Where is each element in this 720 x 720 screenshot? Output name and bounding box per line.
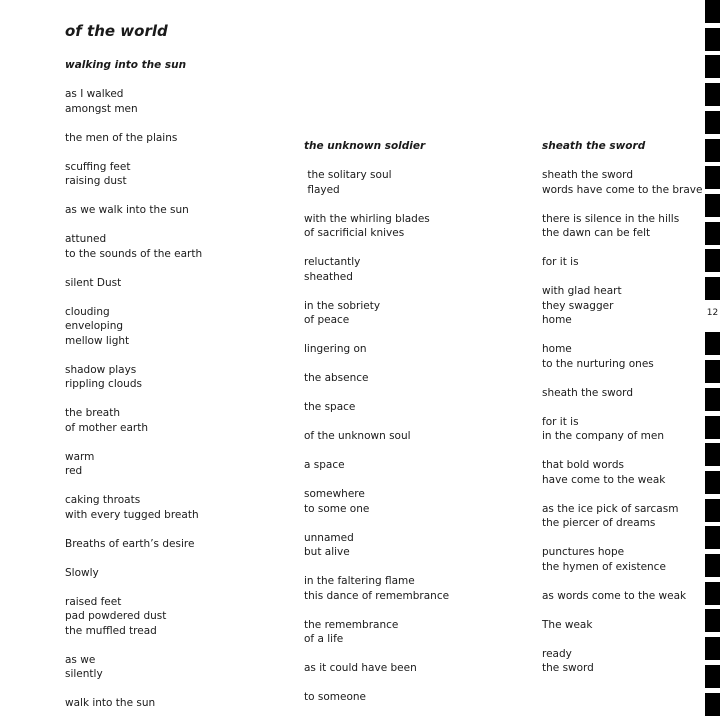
stanza-break <box>304 516 449 531</box>
edge-tab <box>705 693 720 716</box>
poem-line: with the whirling blades <box>304 212 430 225</box>
poem-line: with every tugged breath <box>65 508 199 521</box>
edge-tab <box>705 637 720 660</box>
stanza-break <box>542 241 702 256</box>
poem-line: sheath the sword <box>542 386 633 399</box>
stanza-break <box>304 473 449 488</box>
stanza-break <box>542 574 702 589</box>
poem-line: silently <box>65 668 103 680</box>
page-number: 12 <box>706 308 719 318</box>
poem-line: this dance of remembrance <box>304 589 450 602</box>
book-title: of the world <box>65 22 168 40</box>
poem-line: shadow plays <box>65 363 137 376</box>
stanza-break <box>304 328 449 343</box>
stanza-break <box>304 603 449 618</box>
stanza-break <box>65 479 202 494</box>
poem-line: as it could have been <box>304 662 417 674</box>
poem-line: the sword <box>542 662 594 674</box>
poem-line: Slowly <box>65 566 99 579</box>
poem-line: home <box>542 314 572 326</box>
poem-line: mellow light <box>65 334 130 347</box>
poem-line: there is silence in the hills <box>542 212 680 225</box>
stanza-break <box>304 357 449 372</box>
stanza-break <box>65 116 202 131</box>
poem-line: pad powdered dust <box>65 610 167 622</box>
stanza-break <box>542 371 702 386</box>
stanza-break <box>304 560 449 575</box>
stanza-break <box>65 522 202 537</box>
poem-line: red <box>65 465 83 477</box>
poem-line: to the sounds of the earth <box>65 247 203 260</box>
poem-line: of a life <box>304 633 344 645</box>
edge-tab <box>705 471 720 494</box>
poem-line: the muffled tread <box>65 624 157 637</box>
poem-title: the unknown soldier <box>304 140 426 152</box>
edge-tab <box>705 55 720 78</box>
stanza-break <box>542 632 702 647</box>
poem-line: the men of the plains <box>65 131 178 144</box>
stanza-break <box>304 415 449 430</box>
poem-line: sheath the sword <box>542 169 633 181</box>
poem-line: amongst men <box>65 102 138 115</box>
poem-line: to some one <box>304 502 370 515</box>
stanza-break <box>304 284 449 299</box>
poem-body <box>542 168 702 676</box>
poem-line: for it is <box>542 415 579 428</box>
poem-line: The weak <box>542 618 593 631</box>
stanza-break <box>304 197 449 212</box>
poem-line: rippling clouds <box>65 378 142 390</box>
stanza-break <box>542 444 702 459</box>
poem-line: unnamed <box>304 531 354 544</box>
stanza-break <box>65 638 202 653</box>
poem-line: home <box>542 343 572 355</box>
edge-tab <box>705 499 720 522</box>
edge-tab <box>705 277 720 300</box>
edge-tab <box>705 388 720 411</box>
poem-line: with glad heart <box>542 285 622 297</box>
poem-line: words have come to the brave <box>542 183 703 196</box>
poem-line: in the faltering flame <box>304 575 415 587</box>
poem-line: silent Dust <box>65 276 122 289</box>
stanza-break <box>65 435 202 450</box>
poem-line: the piercer of dreams <box>542 517 656 529</box>
stanza-break <box>304 647 449 662</box>
poem-line: punctures hope <box>542 546 625 558</box>
poem-line: walk into the sun <box>65 697 156 709</box>
poem-line: sheathed <box>304 270 353 283</box>
edge-tab <box>705 222 720 245</box>
poem-line: they swagger <box>542 299 614 312</box>
poem-line: as we walk into the sun <box>65 204 189 216</box>
poem-line: reluctantly <box>304 256 361 268</box>
poem-line: warm <box>65 450 95 463</box>
poem-line: the breath <box>65 407 120 419</box>
poem-line: have come to the weak <box>542 473 666 486</box>
stanza-break <box>542 197 702 212</box>
poem-line: as the ice pick of sarcasm <box>542 502 679 515</box>
stanza-break <box>65 682 202 697</box>
poem-line: the absence <box>304 372 369 384</box>
edge-tab <box>705 83 720 106</box>
edge-tab <box>705 416 720 439</box>
poem-line: a space <box>304 459 345 471</box>
edge-tab <box>705 194 720 217</box>
stanza-break <box>304 386 449 401</box>
poem-line: ready <box>542 647 572 660</box>
poem-line: the remembrance <box>304 618 399 631</box>
edge-tab <box>705 360 720 383</box>
stanza-break <box>304 444 449 459</box>
poem-line: in the sobriety <box>304 299 381 312</box>
poem-line: of sacrificial knives <box>304 227 405 239</box>
poem-line: attuned <box>65 233 107 245</box>
edge-tab <box>705 443 720 466</box>
poem-line: to someone <box>304 691 367 703</box>
stanza-break <box>65 392 202 407</box>
stanza-break <box>65 261 202 276</box>
poem-line: to the nurturing ones <box>542 357 654 370</box>
poem-line: as we <box>65 653 96 666</box>
edge-tab <box>705 166 720 189</box>
page-edge-tabs <box>705 0 720 720</box>
stanza-break <box>65 145 202 160</box>
edge-tab <box>705 554 720 577</box>
stanza-break <box>542 400 702 415</box>
poem-title: sheath the sword <box>542 140 646 152</box>
stanza-break <box>542 603 702 618</box>
stanza-break <box>65 189 202 204</box>
stanza-break <box>542 531 702 546</box>
stanza-break <box>304 241 449 256</box>
stanza-break <box>65 580 202 595</box>
poem-line: enveloping <box>65 320 124 332</box>
edge-tab <box>705 582 720 605</box>
edge-tab <box>705 526 720 549</box>
poem-line: somewhere <box>304 488 365 500</box>
poem-line: lingering on <box>304 343 367 355</box>
stanza-break <box>65 551 202 566</box>
stanza-break <box>65 348 202 363</box>
poem-line: raising dust <box>65 175 127 187</box>
poem-line: flayed <box>304 183 340 196</box>
stanza-break <box>65 218 202 233</box>
poem-line: caking throats <box>65 494 141 506</box>
edge-tab <box>705 609 720 632</box>
poem-line: Breaths of earth’s desire <box>65 537 195 550</box>
edge-tab <box>705 0 720 23</box>
poem-line: of mother earth <box>65 421 148 434</box>
poem-line: the solitary soul <box>304 169 392 181</box>
edge-tab <box>705 665 720 688</box>
poem-line: raised feet <box>65 595 122 608</box>
poem-line: the space <box>304 401 356 413</box>
edge-tab <box>705 111 720 134</box>
edge-tab <box>705 139 720 162</box>
poem-line: but alive <box>304 546 350 558</box>
poem-body <box>304 168 449 705</box>
edge-tab <box>705 249 720 272</box>
poem-line: that bold words <box>542 459 624 471</box>
poem-line: of the unknown soul <box>304 430 411 442</box>
edge-tab <box>705 332 720 355</box>
poem-line: in the company of men <box>542 430 665 442</box>
stanza-break <box>542 270 702 285</box>
poem-line: as words come to the weak <box>542 589 687 602</box>
stanza-break <box>542 487 702 502</box>
poem-body <box>65 87 202 711</box>
edge-tab <box>705 28 720 51</box>
poem-line: scuffing feet <box>65 160 131 173</box>
stanza-break <box>542 328 702 343</box>
poem-line: of peace <box>304 314 350 326</box>
poem-line: the hymen of existence <box>542 560 666 573</box>
poem-line: the dawn can be felt <box>542 227 651 239</box>
poem-line: as I walked <box>65 88 124 100</box>
poem-title: walking into the sun <box>65 59 187 71</box>
poem-line: for it is <box>542 256 579 268</box>
stanza-break <box>304 676 449 691</box>
stanza-break <box>65 290 202 305</box>
poem-line: clouding <box>65 305 110 318</box>
